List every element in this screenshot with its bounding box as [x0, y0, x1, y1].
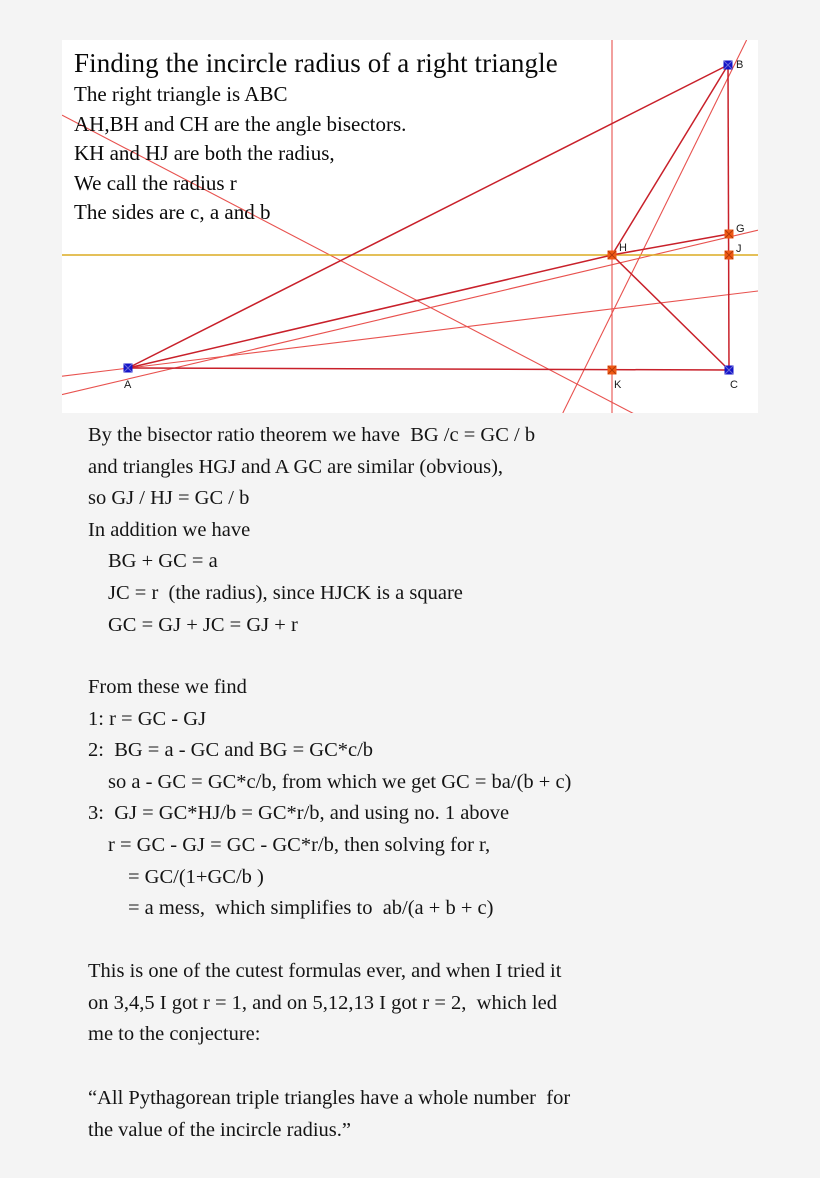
derivation-line-7: = GC/(1+GC/b )	[128, 865, 264, 888]
point-label-K: K	[614, 379, 622, 391]
point-label-J: J	[736, 243, 742, 255]
derivation-line-8: = a mess, which simplifies to ab/(a + b + c)	[128, 897, 494, 920]
bisector-line-1: By the bisector ratio theorem we have BG /c = GC / b	[88, 424, 536, 446]
point-label-G: G	[736, 223, 745, 235]
triangle-side-AC	[128, 368, 729, 370]
figure-intro-line-4: We call the radius r	[74, 170, 237, 195]
point-label-B: B	[736, 59, 744, 71]
figure-intro-line-3: KH and HJ are both the radius,	[74, 141, 335, 165]
figure-intro-line-2: AH,BH and CH are the angle bisectors.	[74, 111, 407, 136]
closing-line-2: on 3,4,5 I got r = 1, and on 5,12,13 I got r = 2, which led	[88, 991, 557, 1014]
bisector-theorem-block	[0, 420, 820, 641]
bisector-line-5: BG + GC = a	[108, 550, 218, 573]
bisector-ray-A	[62, 291, 758, 376]
closing-line-3: me to the conjecture:	[88, 1023, 261, 1046]
derivation-line-3: 2: BG = a - GC and BG = GC*c/b	[88, 739, 374, 762]
figure-intro-line-5: The sides are c, a and b	[74, 200, 271, 224]
closing-line-1: This is one of the cutest formulas ever, and when I tried it	[88, 960, 562, 982]
quote-line-1: “All Pythagorean triple triangles have a whole number for	[88, 1087, 571, 1109]
figure-intro-line-1: The right triangle is ABC	[74, 82, 288, 106]
bisector-line-4: In addition we have	[88, 518, 251, 541]
chord-HC	[612, 255, 729, 370]
closing-remarks-block	[0, 956, 820, 1051]
point-label-A: A	[124, 379, 132, 391]
figure-caption-block	[74, 46, 714, 228]
triangle-side-BC	[728, 65, 729, 370]
quote-line-2: the value of the incircle radius.”	[88, 1118, 351, 1141]
bisector-line-7: GC = GJ + JC = GJ + r	[108, 613, 298, 636]
chord-AH	[128, 255, 612, 368]
figure-panel	[62, 40, 758, 413]
bisector-line-3: so GJ / HJ = GC / b	[88, 487, 250, 510]
point-label-H: H	[619, 242, 627, 254]
bisector-line-2: and triangles HGJ and A GC are similar (obvious),	[88, 455, 504, 478]
derivation-line-2: 1: r = GC - GJ	[88, 707, 207, 730]
derivation-line-1: From these we find	[88, 676, 247, 698]
derivation-line-5: 3: GJ = GC*HJ/b = GC*r/b, and using no. 1 above	[88, 802, 510, 825]
point-label-C: C	[730, 379, 738, 391]
figure-title: Finding the incircle radius of a right triangle	[74, 48, 558, 78]
derivation-line-6: r = GC - GJ = GC - GC*r/b, then solving for r,	[108, 833, 491, 856]
derivation-block	[0, 672, 820, 925]
derivation-line-4: so a - GC = GC*c/b, from which we get GC = ba/(b + c)	[108, 770, 572, 793]
segment-HG	[612, 234, 729, 255]
conjecture-quote-block	[0, 1083, 820, 1146]
bisector-line-6: JC = r (the radius), since HJCK is a square	[108, 581, 463, 604]
